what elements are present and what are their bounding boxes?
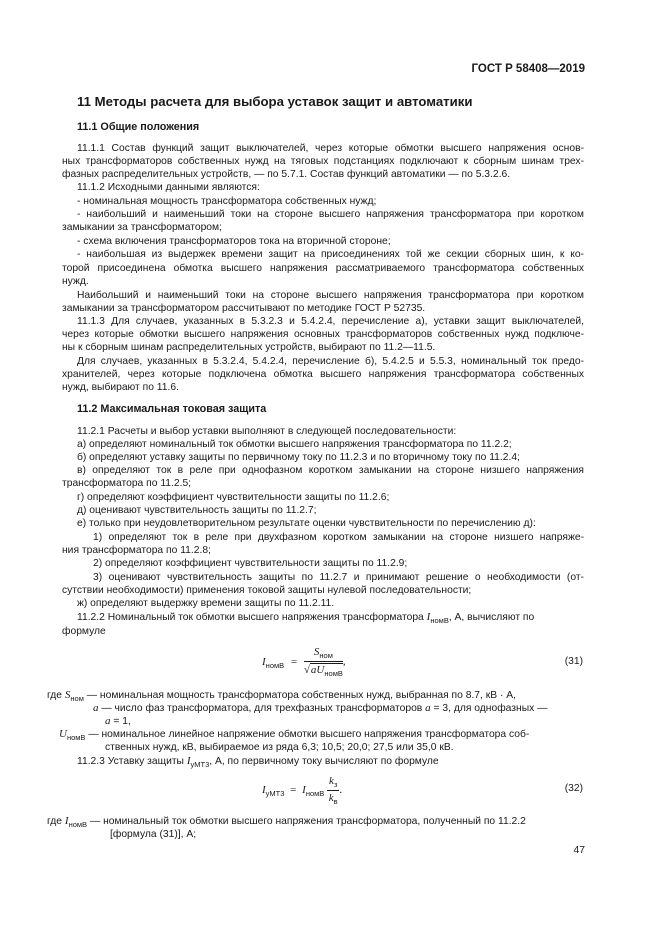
paragraph-line: 11.1.2 Исходными данными являются: xyxy=(77,182,260,193)
paragraph-line: нужд, выбирают по 11.6. xyxy=(62,382,179,393)
paragraph-line: торой присоединена обмотка высшего напряжения рассматриваемого трансформатора собственных xyxy=(62,263,584,274)
paragraph-line: Наибольший и наименьший токи на стороне высшего напряжения трансформатора при коротком xyxy=(77,290,584,301)
list-item: а) определяют номинальный ток обмотки высшего напряжения трансформатора по 11.2.2; xyxy=(77,439,512,450)
where-clause-cont xyxy=(105,715,131,728)
where-label: где xyxy=(47,690,63,701)
paragraph-line: ны к сборным шинам распределительных устройств, выбирают по 11.2—11.5. xyxy=(62,342,436,353)
list-item: - наибольший и наименьший токи на стороне высшего напряжения трансформатора при коротком xyxy=(77,209,584,220)
formula-numerator: $S_{ном}$ xyxy=(304,646,343,662)
paragraph-line: замыкании за трансформатором; xyxy=(62,222,222,233)
where-clause-cont: [формула (31)], А; xyxy=(110,829,197,840)
symbol-i-nom: $I_{номВ}$ xyxy=(426,611,449,625)
paragraph-line: трансформатора по 11.2.5; xyxy=(62,478,192,489)
where-clause-cont: ственных нужд, кВ, выбираемое из ряда 6,3; 10,5; 20,0; 27,5 или 35,0 кВ. xyxy=(105,742,454,753)
formula-denominator: $k_в$ xyxy=(328,792,338,806)
formula-32 xyxy=(262,775,342,806)
paragraph-line: через которые обмотки высшего напряжения основных трансформаторов собственных нужд подключе- xyxy=(62,329,584,340)
document-standard-header: ГОСТ Р 58408—2019 xyxy=(471,63,585,75)
symbol-a: a xyxy=(425,702,431,714)
list-item: - наибольшая из выдержек времени защит на присоединениях той же секции сборных шин, к ко- xyxy=(77,249,584,260)
symbol-a: a xyxy=(93,702,99,714)
list-item: 3) оценивают чувствительность защиты по 11.2.7 и принимают решение о необходимости (от- xyxy=(93,572,584,583)
subsection-title-11-1: 11.1 Общие положения xyxy=(77,121,200,133)
paragraph-line: хранителей, через которые подключена обмотка высшего напряжения трансформатора собственных xyxy=(62,369,584,380)
where-clause xyxy=(93,702,547,715)
list-item: ж) определяют выдержку времени защиты по 11.2.11. xyxy=(77,598,335,609)
formula-punct: . xyxy=(339,784,343,797)
paragraph-line xyxy=(77,755,439,771)
paragraph-text: 11.2.3 Уставку защиты xyxy=(77,756,184,767)
where-label: где xyxy=(47,816,63,827)
list-item: б) определяют уставку защиты по первичному току по 11.2.3 и по вторичному току по 11.2.4; xyxy=(77,452,520,463)
paragraph-line: ных трансформаторов собственных нужд на тяговых подстанциях подключают к сборным шинам трех- xyxy=(62,156,584,167)
paragraph-line: нужд. xyxy=(62,276,89,287)
page-number: 47 xyxy=(573,845,585,856)
paragraph-text: , А, вычисляют по xyxy=(448,612,535,623)
list-item: д) оценивают чувствительность защиты по 11.2.7; xyxy=(77,505,317,516)
formula-31 xyxy=(262,646,346,678)
list-item: 1) определяют ток в реле при двухфазном коротком замыкании на стороне низшего напряже- xyxy=(93,532,584,543)
formula-numerator: $k_з$ xyxy=(329,775,338,789)
list-item: 2) определяют коэффициент чувствительности защиты по 11.2.9; xyxy=(93,558,408,569)
paragraph-line: Для случаев, указанных в 5.3.2.4, 5.4.2.4, перечисление б), 5.4.2.5 и 5.5.3, номинальный ток предо- xyxy=(77,356,584,367)
paragraph-line xyxy=(77,611,534,627)
formula-lhs: $I_{номВ}$ xyxy=(262,655,285,670)
formula-denominator: $√aU_{номВ}$ xyxy=(303,664,343,678)
paragraph-text: 11.2.2 Номинальный ток обмотки высшего напряжения трансформатора xyxy=(77,612,424,623)
list-item: - номинальная мощность трансформатора собственных нужд; xyxy=(77,196,377,207)
list-item: г) определяют коэффициент чувствительности защиты по 11.2.6; xyxy=(77,492,390,503)
symbol-i-nom: $I_{номВ}$ xyxy=(64,815,88,829)
formula-term: $I_{номВ}$ xyxy=(302,784,325,799)
paragraph-line: ния трансформатора по 11.2.8; xyxy=(62,545,211,556)
paragraph-line: замыкании за трансформатором рассчитывают по методике ГОСТ Р 52735. xyxy=(62,303,426,314)
symbol-i-ust: $I_{уМТ3}$ xyxy=(186,755,210,769)
definition-text: = 3, для однофазных — xyxy=(430,703,548,714)
paragraph-line: фазных распределительных устройств, — по 5.7.1. Состав функций автоматики — по 5.3.2.6. xyxy=(62,169,511,180)
formula-equals: = xyxy=(290,655,298,668)
section-title: 11 Методы расчета для выбора уставок защит и автоматики xyxy=(77,94,473,109)
paragraph-line: 11.1.1 Состав функций защит выключателей, через которые обмотки высшего напряжения основ- xyxy=(77,143,584,154)
subsection-title-11-2: 11.2 Максимальная токовая защита xyxy=(77,403,267,415)
formula-fraction xyxy=(304,646,343,678)
formula-equals: = xyxy=(290,784,297,797)
formula-punct: , xyxy=(342,655,346,668)
definition-text: — номинальное линейное напряжение обмотки высшего напряжения трансформатора соб- xyxy=(88,729,530,740)
equation-number-31: (31) xyxy=(564,656,583,667)
formula-fraction xyxy=(327,775,339,806)
list-item: в) определяют ток в реле при однофазном коротком замыкании на стороне низшего напряжения xyxy=(77,465,584,476)
symbol-u-nom: $U_{номВ}$ xyxy=(59,728,86,742)
equation-number-32: (32) xyxy=(564,783,583,794)
paragraph-line: 11.1.3 Для случаев, указанных в 5.3.2.3 и 5.4.2.4, перечисление а), уставки защит выключателей, xyxy=(77,316,584,327)
definition-text: = 1, xyxy=(110,716,131,727)
paragraph-text: , А, по первичному току вычисляют по формуле xyxy=(209,756,439,767)
list-item: е) только при неудовлетворительном результате оценки чувствительности по перечислению д): xyxy=(77,518,536,529)
list-item: - схема включения трансформаторов тока на вторичной стороне; xyxy=(77,236,391,247)
definition-text: — номинальная мощность трансформатора собственных нужд, выбранная по 8.7, кВ · А, xyxy=(86,690,517,701)
paragraph-line: формуле xyxy=(62,626,106,637)
definition-text: — число фаз трансформатора, для трехфазных трансформаторов xyxy=(101,703,423,714)
definition-text: — номинальный ток обмотки высшего напряжения трансформатора, полученный по 11.2.2 xyxy=(89,816,526,827)
paragraph-line: сутствии необходимости) применения токовой защиты нулевой последовательности; xyxy=(62,585,472,596)
formula-lhs: $I_{уМТ3}$ xyxy=(262,784,285,799)
paragraph-line: 11.2.1 Расчеты и выбор уставки выполняют в следующей последовательности: xyxy=(77,426,457,437)
symbol-s-nom: $S_{ном}$ xyxy=(64,689,84,703)
symbol-a: a xyxy=(105,715,111,727)
